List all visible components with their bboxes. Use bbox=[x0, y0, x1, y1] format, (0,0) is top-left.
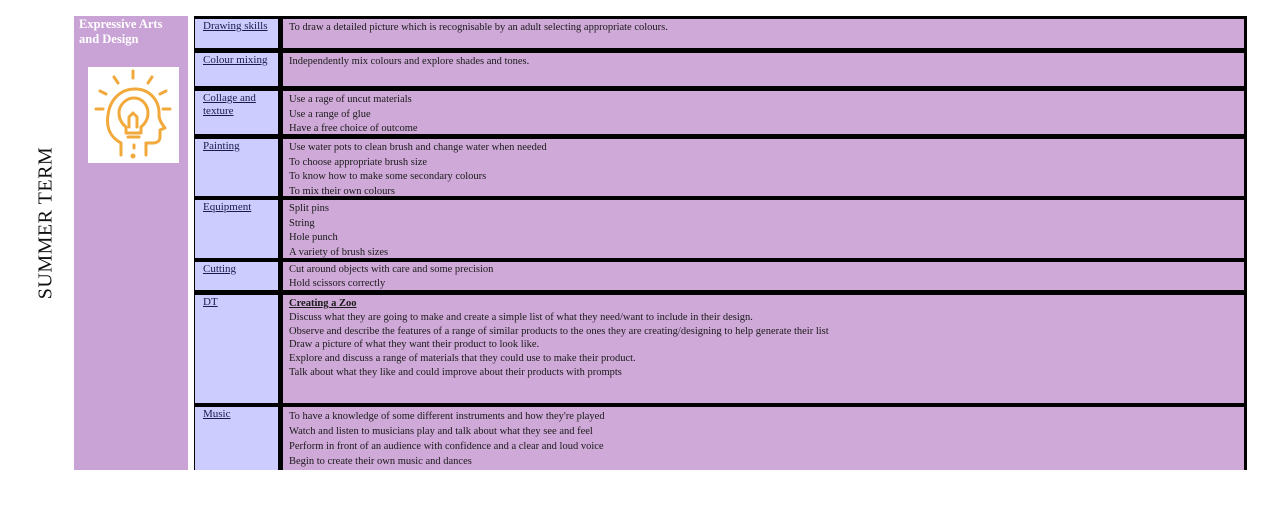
content-line: Hold scissors correctly bbox=[289, 278, 386, 290]
row-label: Equipment bbox=[195, 200, 278, 258]
table-row bbox=[194, 200, 1247, 258]
content-line: Split pins bbox=[289, 203, 329, 214]
content-line: Explore and discuss a range of materials that they could use to make their product. bbox=[289, 353, 636, 365]
row-content bbox=[283, 200, 1244, 258]
table-row bbox=[194, 139, 1247, 196]
row-label: Music bbox=[195, 407, 278, 470]
content-line: Draw a picture of what they want their product to look like. bbox=[289, 339, 540, 351]
content-line: Cut around objects with care and some precision bbox=[289, 264, 494, 275]
table-row bbox=[194, 19, 1247, 48]
table-row bbox=[194, 53, 1247, 86]
row-label: Collage and texture bbox=[195, 91, 278, 134]
content-line: Have a free choice of outcome bbox=[289, 123, 418, 135]
content-line: To know how to make some secondary colours bbox=[289, 171, 487, 183]
row-label: Painting bbox=[195, 139, 278, 196]
content-line: Discuss what they are going to make and create a simple list of what they need/want to include in their design. bbox=[289, 311, 753, 323]
content-line: String bbox=[289, 217, 315, 229]
content-line: Talk about what they like and could improve about their products with prompts bbox=[289, 366, 622, 378]
row-content bbox=[283, 295, 1244, 403]
subject-panel bbox=[74, 16, 188, 470]
lightbulb-head-icon bbox=[88, 67, 179, 163]
content-line: Use a rage of uncut materials bbox=[289, 94, 412, 105]
content-line: Observe and describe the features of a range of similar products to the ones they are creating/designing to help generate their list bbox=[289, 325, 829, 337]
content-line: To draw a detailed picture which is recognisable by an adult selecting appropriate colours. bbox=[289, 22, 668, 33]
content-line: Independently mix colours and explore shades and tones. bbox=[289, 56, 530, 67]
row-content bbox=[283, 407, 1244, 470]
row-label: Cutting bbox=[195, 262, 278, 290]
row-content bbox=[283, 262, 1244, 290]
content-heading: Creating a Zoo bbox=[289, 298, 357, 309]
row-content bbox=[283, 91, 1244, 134]
content-line: A variety of brush sizes bbox=[289, 246, 389, 258]
table-row bbox=[194, 295, 1247, 403]
content-line: To mix their own colours bbox=[289, 185, 395, 197]
term-label-text: SUMMER TERM bbox=[34, 146, 57, 300]
content-line: Watch and listen to musicians play and talk about what they see and feel bbox=[289, 426, 593, 437]
row-label: Drawing skills bbox=[195, 19, 278, 48]
table-row bbox=[194, 407, 1247, 470]
content-line: Hole punch bbox=[289, 232, 338, 244]
row-label: Colour mixing bbox=[195, 53, 278, 86]
content-line: Use a range of glue bbox=[289, 108, 371, 120]
row-content bbox=[283, 53, 1244, 86]
row-label: DT bbox=[195, 295, 278, 403]
subject-title: Expressive Arts and Design bbox=[79, 17, 163, 46]
row-content bbox=[283, 139, 1244, 196]
content-line: Perform in front of an audience with confidence and a clear and loud voice bbox=[289, 441, 604, 452]
table-row bbox=[194, 91, 1247, 134]
content-line: Use water pots to clean brush and change water when needed bbox=[289, 142, 547, 153]
content-line: To have a knowledge of some different instruments and how they're played bbox=[289, 411, 605, 422]
skills-table bbox=[194, 16, 1247, 470]
content-line: To choose appropriate brush size bbox=[289, 156, 428, 168]
table-row bbox=[194, 262, 1247, 290]
row-content bbox=[283, 19, 1244, 48]
content-line: Begin to create their own music and dances bbox=[289, 456, 472, 467]
